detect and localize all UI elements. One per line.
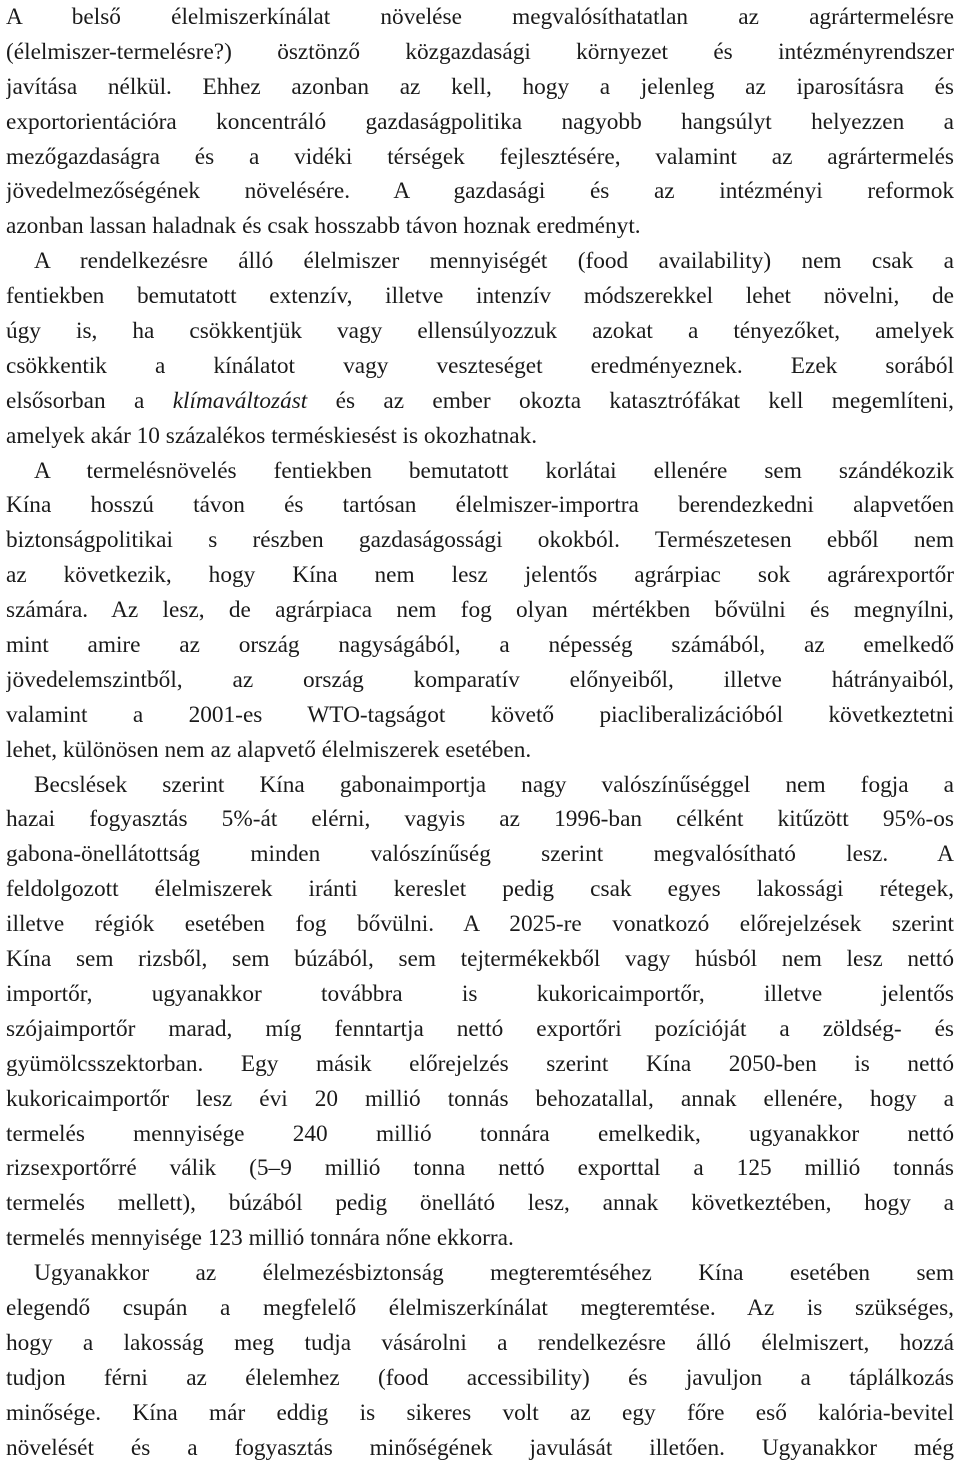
text-line: A rendelkezésre álló élelmiszer mennyiségét (food availability) nem csak a: [34, 248, 954, 275]
text-line: gabona-önellátottság minden valószínűség szerint megvalósítható lesz. A: [6, 841, 954, 868]
paragraph-2: [6, 244, 954, 453]
text-line: Ugyanakkor az élelmezésbiztonság megteremtéséhez Kína esetében sem: [34, 1260, 954, 1287]
text-line: jövedelmezőségének növelésére. A gazdasági és az intézményi reformok: [6, 178, 954, 205]
paragraph-1: [6, 0, 954, 244]
text-line: termelés mellett), búzából pedig önellátó lesz, annak következtében, hogy a: [6, 1190, 954, 1217]
text-line: tudjon férni az élelemhez (food accessibility) és javuljon a táplálkozás: [6, 1364, 954, 1391]
text-line: (élelmiszer-termelésre?) ösztönző közgazdasági környezet és intézményrendszer: [6, 38, 954, 65]
text-line: mint amire az ország nagyságából, a népesség számából, az emelkedő: [6, 632, 954, 659]
text-line: szójaimportőr marad, míg fenntartja nettó exportőri pozícióját a zöldség- és: [6, 1015, 954, 1042]
text-line: lehet, különösen nem az alapvető élelmiszerek esetében.: [6, 736, 532, 763]
text-line: elegendő csupán a megfelelő élelmiszerkínálat megteremtése. Az is szükséges,: [6, 1294, 954, 1321]
text-line: hogy a lakosság meg tudja vásárolni a rendelkezésre álló élelmiszert, hozzá: [6, 1329, 954, 1356]
text-line: fentiekben bemutatott extenzív, illetve intenzív módszerekkel lehet növelni, de: [6, 283, 954, 310]
text-line: gyümölcsszektorban. Egy másik előrejelzés szerint Kína 2050-ben is nettó: [6, 1050, 954, 1077]
italic-term: klímaváltozást: [172, 387, 308, 414]
text-line: minősége. Kína már eddig is sikeres volt az egy főre eső kalória-bevitel: [6, 1399, 954, 1426]
text-line: valamint a 2001-es WTO-tagságot követő piacliberalizációból következtetni: [6, 701, 954, 728]
text-line: mezőgazdaságra és a vidéki térségek fejlesztésére, valamint az agrártermelés: [6, 143, 954, 170]
text-line: rizsexportőrré válik (5–9 millió tonna nettó exporttal a 125 millió tonnás: [6, 1155, 954, 1182]
text-line: exportorientációra koncentráló gazdaságpolitika nagyobb hangsúlyt helyezzen a: [6, 108, 954, 135]
text-line: Becslések szerint Kína gabonaimportja nagy valószínűséggel nem fogja a: [34, 771, 954, 798]
text-line: számára. Az lesz, de agrárpiaca nem fog olyan mértékben bővülni és megnyílni,: [6, 597, 954, 624]
text-line: azonban lassan haladnak és csak hosszabb távon hoznak eredményt.: [6, 213, 641, 240]
text-line: illetve régiók esetében fog bővülni. A 2025-re vonatkozó előrejelzések szerint: [6, 911, 954, 938]
text-line: növelését és a fogyasztás minőségének javulását illetően. Ugyanakkor még: [6, 1434, 954, 1461]
text-line: úgy is, ha csökkentjük vagy ellensúlyozzuk azokat a tényezőket, amelyek: [6, 318, 954, 345]
paragraph-4: [6, 768, 954, 1256]
text-fragment: és az ember okozta katasztrófákat kell megemlíteni,: [307, 387, 954, 414]
text-line: az következik, hogy Kína nem lesz jelentős agrárpiac sok agrárexportőr: [6, 562, 954, 589]
paragraph-3: [6, 454, 954, 768]
text-line: biztonságpolitikai s részben gazdaságossági okokból. Természetesen ebből nem: [6, 527, 954, 554]
text-line: jövedelemszintből, az ország komparatív előnyeiből, illetve hátrányaiból,: [6, 666, 954, 693]
text-line: kukoricaimportőr lesz évi 20 millió tonnás behozatallal, annak ellenére, hogy a: [6, 1085, 954, 1112]
text-line: A belső élelmiszerkínálat növelése megvalósíthatatlan az agrártermelésre: [6, 4, 954, 30]
text-line: A termelésnövelés fentiekben bemutatott korlátai ellenére sem szándékozik: [34, 457, 954, 484]
text-line: termelés mennyisége 240 millió tonnára emelkedik, ugyanakkor nettó: [6, 1120, 954, 1147]
text-line: importőr, ugyanakkor továbbra is kukoricaimportőr, illetve jelentős: [6, 980, 954, 1007]
text-line: hazai fogyasztás 5%-át elérni, vagyis az 1996-ban célként kitűzött 95%-os: [6, 806, 954, 833]
text-line: csökkentik a kínálatot vagy veszteséget eredményeznek. Ezek sorából: [6, 352, 954, 379]
text-line: Kína hosszú távon és tartósan élelmiszer-importra berendezkedni alapvetően: [6, 492, 954, 519]
text-line: feldolgozott élelmiszerek iránti kereslet pedig csak egyes lakossági rétegek,: [6, 876, 954, 903]
text-line: Kína sem rizsből, sem búzából, sem tejtermékekből vagy húsból nem lesz nettó: [6, 946, 954, 973]
paragraph-5: [6, 1256, 954, 1465]
text-fragment: elsősorban a: [6, 387, 173, 414]
text-line: termelés mennyisége 123 millió tonnára nőne ekkorra.: [6, 1225, 514, 1252]
text-line-with-italic: [6, 384, 954, 419]
text-line: javítása nélkül. Ehhez azonban az kell, hogy a jelenleg az iparosításra és: [6, 73, 954, 100]
text-line: amelyek akár 10 százalékos terméskiesést is okozhatnak.: [6, 422, 538, 449]
